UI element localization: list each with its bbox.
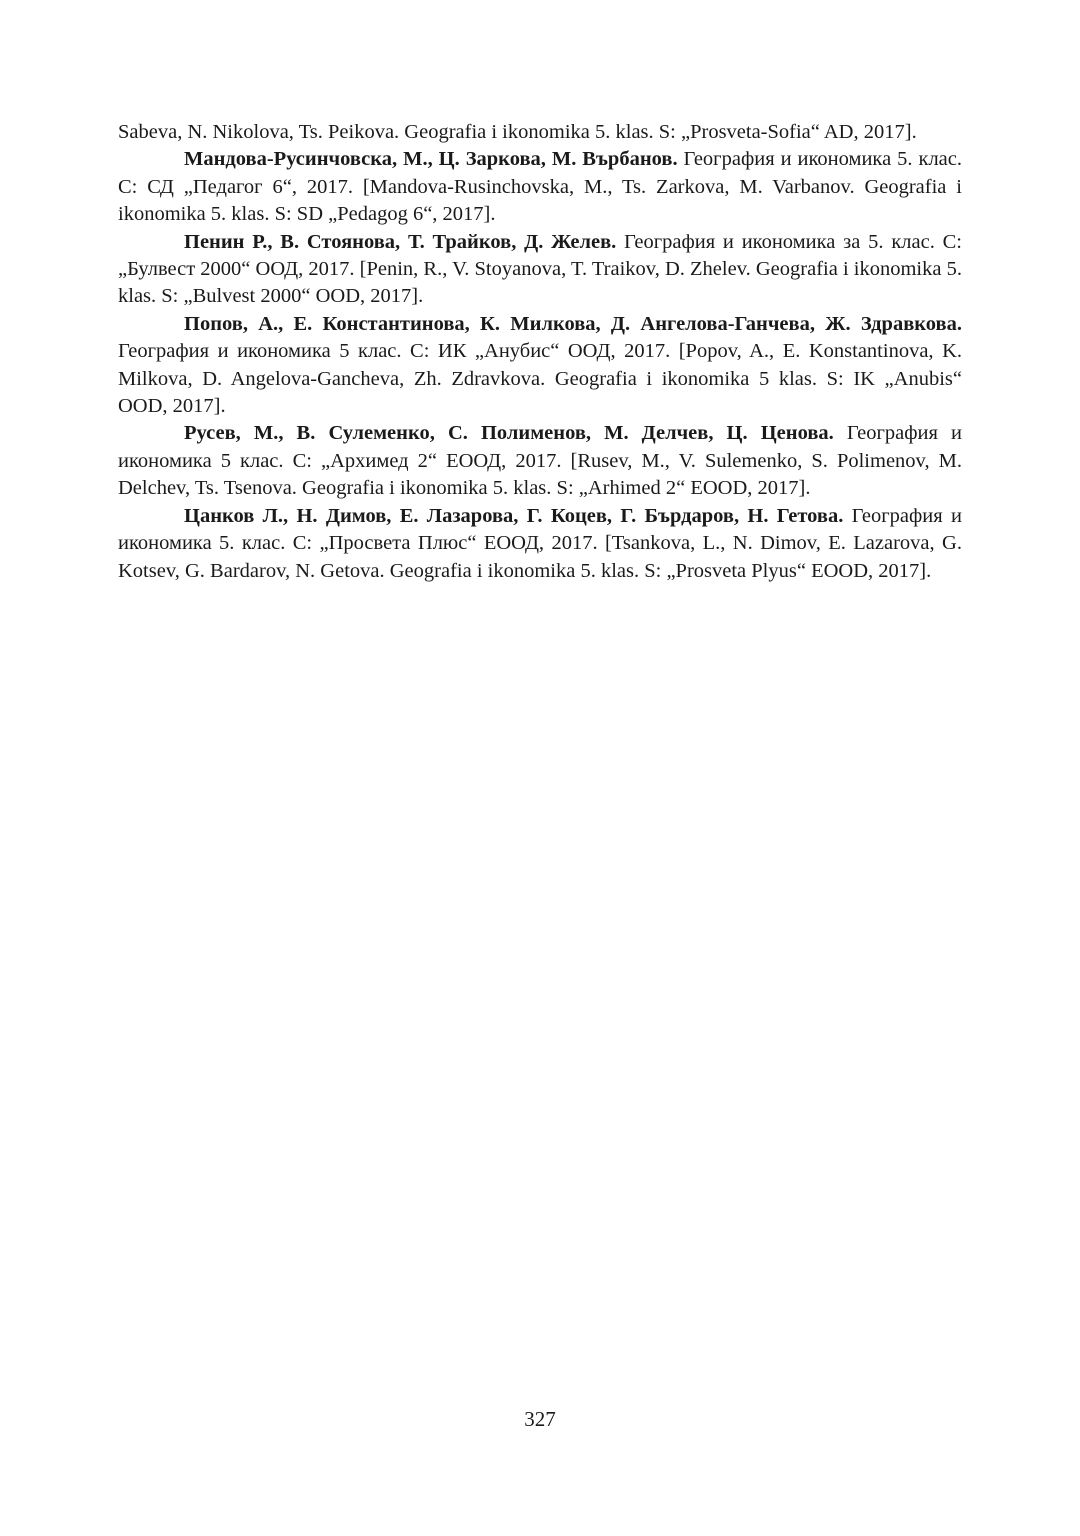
reference-text: География и икономика 5 клас. С: „Архимед 2“ ЕООД, 2017. [Rusev, M., V. Sulemenko, S. Polimenov, M. Delchev, Ts. Tsenova. Geografia i ikonomika 5. klas. S: „Arhimed 2“ EOOD, 2017]. [118, 422, 962, 500]
reference-entry-popov [118, 311, 962, 421]
reference-text: География и икономика 5 клас. С: ИК „Анубис“ ООД, 2017. [Popov, A., E. Konstantinova, K. Milkova, D. Angelova-Gancheva, Zh. Zdravkova. Geografia i ikonomika 5 klas. S: IK „Anubis“ OOD, 2017]. [118, 340, 962, 418]
reference-authors: Попов, А., Е. Константинова, К. Милкова, Д. Ангелова-Ганчева, Ж. Здравкова. [184, 312, 962, 335]
reference-authors: Мандова-Русинчовска, М., Ц. Заркова, М. Върбанов. [184, 148, 678, 171]
reference-entry-penin [118, 229, 962, 311]
page-number: 327 [524, 1407, 556, 1431]
reference-text: География и икономика 5. клас. С: „Просвета Плюс“ ЕООД, 2017. [Tsankova, L., N. Dimov, E. Lazarova, G. Kotsev, G. Bardarov, N. Getova. Geografia i ikonomika 5. klas. S: „Prosveta Plyus“ EOOD, 2017]. [118, 504, 962, 582]
reference-entry-mandova [118, 146, 962, 228]
reference-entry-tsankov [118, 503, 962, 585]
reference-entry-rusev [118, 420, 962, 502]
references-list [118, 119, 962, 585]
reference-text: География и икономика за 5. клас. С: „Булвест 2000“ ООД, 2017. [Penin, R., V. Stoyanova, T. Traikov, D. Zhelev. Geografia i ikonomika 5. klas. S: „Bulvest 2000“ OOD, 2017]. [118, 230, 962, 308]
reference-authors: Пенин Р., В. Стоянова, Т. Трайков, Д. Желев. [184, 230, 617, 253]
reference-text: География и икономика 5. клас. С: СД „Педагог 6“, 2017. [Mandova-Rusinchovska, M., Ts. Zarkova, M. Varbanov. Geografia i ikonomika 5. klas. S: SD „Pedagog 6“, 2017]. [118, 148, 962, 226]
reference-authors: Русев, М., В. Сулеменко, С. Полименов, М. Делчев, Ц. Ценова. [184, 422, 834, 445]
reference-continuation: Sabeva, N. Nikolova, Ts. Peikova. Geografia i ikonomika 5. klas. S: „Prosveta-Sofia“ AD, 2017]. [118, 121, 917, 143]
reference-authors: Цанков Л., Н. Димов, Е. Лазарова, Г. Коцев, Г. Бърдаров, Н. Гетова. [184, 504, 844, 527]
